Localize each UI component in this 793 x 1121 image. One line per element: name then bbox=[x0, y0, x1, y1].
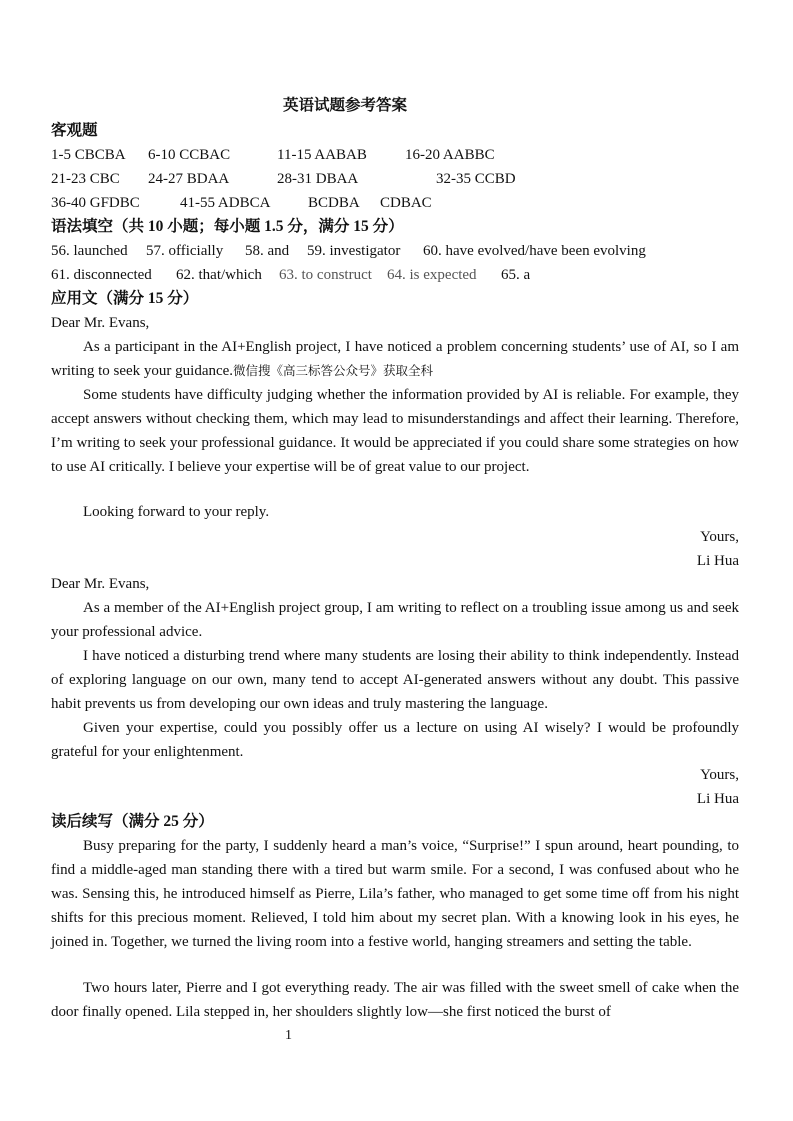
grammar-heading: 语法填空（共 10 小题；每小题 1.5 分，满分 15 分） bbox=[51, 218, 404, 235]
letter-paragraph: I have noticed a disturbing trend where many students are losing their ability to think independently. Instead of exploring language on our own, many tend to accept AI-generated answers without any doubt. This passive habit prevents us from developing our own ideas and truly mastering the language. bbox=[51, 648, 739, 712]
letter-signature: Li Hua bbox=[696, 791, 739, 807]
grammar-answer: 63. to construct bbox=[279, 267, 372, 283]
continuation-paragraph: Two hours later, Pierre and I got everything ready. The air was filled with the sweet smell of cake when the door finally opened. Lila stepped in, her shoulders slightly low—she first noticed the burst of bbox=[51, 980, 739, 1020]
letter-paragraph: Some students have difficulty judging whether the information provided by AI is reliable. For example, they accept answers without checking them, which may lead to misunderstandings and affect their learning. Therefore, I’m writing to seek your professional guidance. It would be appreciated if you could share some strategies on how to use AI critically. I believe your expertise will be of great value to our project. bbox=[51, 387, 739, 475]
grammar-answer: 65. a bbox=[501, 267, 531, 283]
grammar-answer: 59. investigator bbox=[307, 243, 401, 259]
continuation-paragraph: Busy preparing for the party, I suddenly heard a man’s voice, “Surprise!” I spun around, heart pounding, to find a middle-aged man standing there with a tired but warm smile. For a second, I was confused about who he was. Sensing this, he introduced himself as Pierre, Lila’s father, who managed to get some time off from his night shifts for this precious moment. Relieved, I told him about my secret plan. With a knowing look in his eyes, he joined in. Together, we turned the living room into a festive world, hanging streamers and setting the table. bbox=[51, 838, 739, 950]
grammar-answer: 56. launched bbox=[51, 243, 128, 259]
grammar-answer: 61. disconnected bbox=[51, 267, 152, 283]
continuation-heading: 读后续写（满分 25 分） bbox=[51, 813, 214, 830]
watermark-note: 微信搜《高三标答公众号》获取全科 bbox=[233, 363, 434, 378]
letter-closing: Yours, bbox=[700, 767, 739, 783]
letter-closing: Yours, bbox=[700, 529, 739, 545]
answer-group: 6-10 CCBAC bbox=[148, 147, 231, 163]
page-number: 1 bbox=[285, 1028, 292, 1043]
answer-group: 36-40 GFDBC bbox=[51, 195, 140, 211]
letter-signature: Li Hua bbox=[696, 553, 739, 569]
letter-paragraph: Looking forward to your reply. bbox=[83, 504, 270, 520]
letter-paragraph: As a member of the AI+English project group, I am writing to reflect on a troubling issue among us and seek your professional advice. bbox=[51, 600, 739, 640]
practical-heading: 应用文（满分 15 分） bbox=[51, 290, 199, 307]
letter-salutation: Dear Mr. Evans, bbox=[51, 315, 150, 331]
grammar-answer: 57. officially bbox=[146, 243, 224, 259]
answer-group: BCDBA bbox=[308, 195, 360, 211]
page-title: 英语试题参考答案 bbox=[283, 97, 408, 114]
letter-paragraph: Given your expertise, could you possibly offer us a lecture on using AI wisely? I would be profoundly grateful for your enlightenment. bbox=[51, 720, 739, 760]
letter-salutation: Dear Mr. Evans, bbox=[51, 576, 150, 592]
grammar-answer: 60. have evolved/have been evolving bbox=[423, 243, 646, 259]
grammar-answer: 58. and bbox=[245, 243, 290, 259]
objective-heading: 客观题 bbox=[51, 122, 98, 139]
grammar-answer: 64. is expected bbox=[387, 267, 477, 283]
letter-paragraph bbox=[51, 335, 739, 383]
answer-group: 28-31 DBAA bbox=[277, 171, 359, 187]
grammar-answer: 62. that/which bbox=[176, 267, 262, 283]
answer-group: 1-5 CBCBA bbox=[51, 147, 126, 163]
answer-group: 16-20 AABBC bbox=[405, 147, 495, 163]
answer-group: 21-23 CBC bbox=[51, 171, 120, 187]
answer-group: 24-27 BDAA bbox=[148, 171, 230, 187]
answer-group: 32-35 CCBD bbox=[436, 171, 516, 187]
paragraph-text: As a participant in the AI+English project, I have noticed a problem concerning students’ use of AI, so I am writing to seek your guidance. bbox=[51, 339, 739, 379]
answer-group: CDBAC bbox=[380, 195, 432, 211]
answer-group: 41-55 ADBCA bbox=[180, 195, 271, 211]
answer-group: 11-15 AABAB bbox=[277, 147, 367, 163]
